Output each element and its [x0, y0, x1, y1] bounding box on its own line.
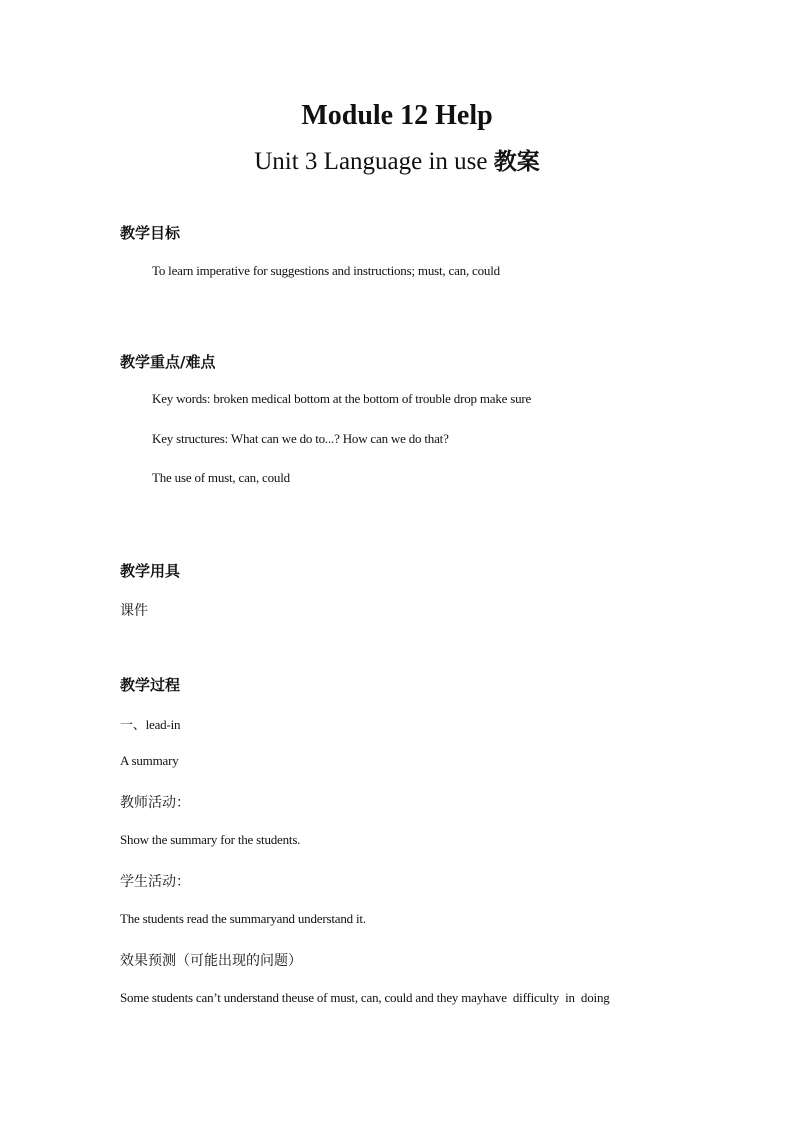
document-subtitle [0, 143, 794, 176]
student-activity-label: 学生活动： [120, 874, 190, 890]
summary-label: A summary [120, 753, 179, 768]
heading-teaching-process: 教学过程 [120, 676, 181, 694]
teacher-activity-label: 教师活动： [120, 795, 190, 811]
subtitle-chinese: 教案 [493, 149, 540, 175]
step-lead-in: 一、lead-in [120, 717, 181, 732]
effect-prediction-label: 效果预测（可能出现的问题） [120, 953, 302, 969]
key-structures-text: Key structures: What can we do to...? How can we do that? [152, 431, 449, 446]
goals-text: To learn imperative for suggestions and instructions; must, can, could [152, 263, 500, 278]
key-words-text: Key words: broken medical bottom at the bottom of trouble drop make sure [152, 391, 532, 406]
effect-prediction-text: Some students can’t understand theuse of must, can, could and they mayhave difficulty in doing [120, 990, 610, 1005]
heading-teaching-tools: 教学用具 [120, 562, 181, 580]
modal-use-text: The use of must, can, could [152, 470, 290, 485]
teacher-activity-text: Show the summary for the students. [120, 832, 301, 847]
document-title: Module 12 Help [301, 100, 493, 131]
tools-text: 课件 [120, 603, 148, 619]
heading-teaching-goals: 教学目标 [120, 224, 181, 242]
student-activity-text: The students read the summaryand understand it. [120, 911, 366, 926]
subtitle-english: Unit 3 Language in use [254, 148, 494, 175]
heading-key-points: 教学重点/难点 [120, 353, 216, 371]
